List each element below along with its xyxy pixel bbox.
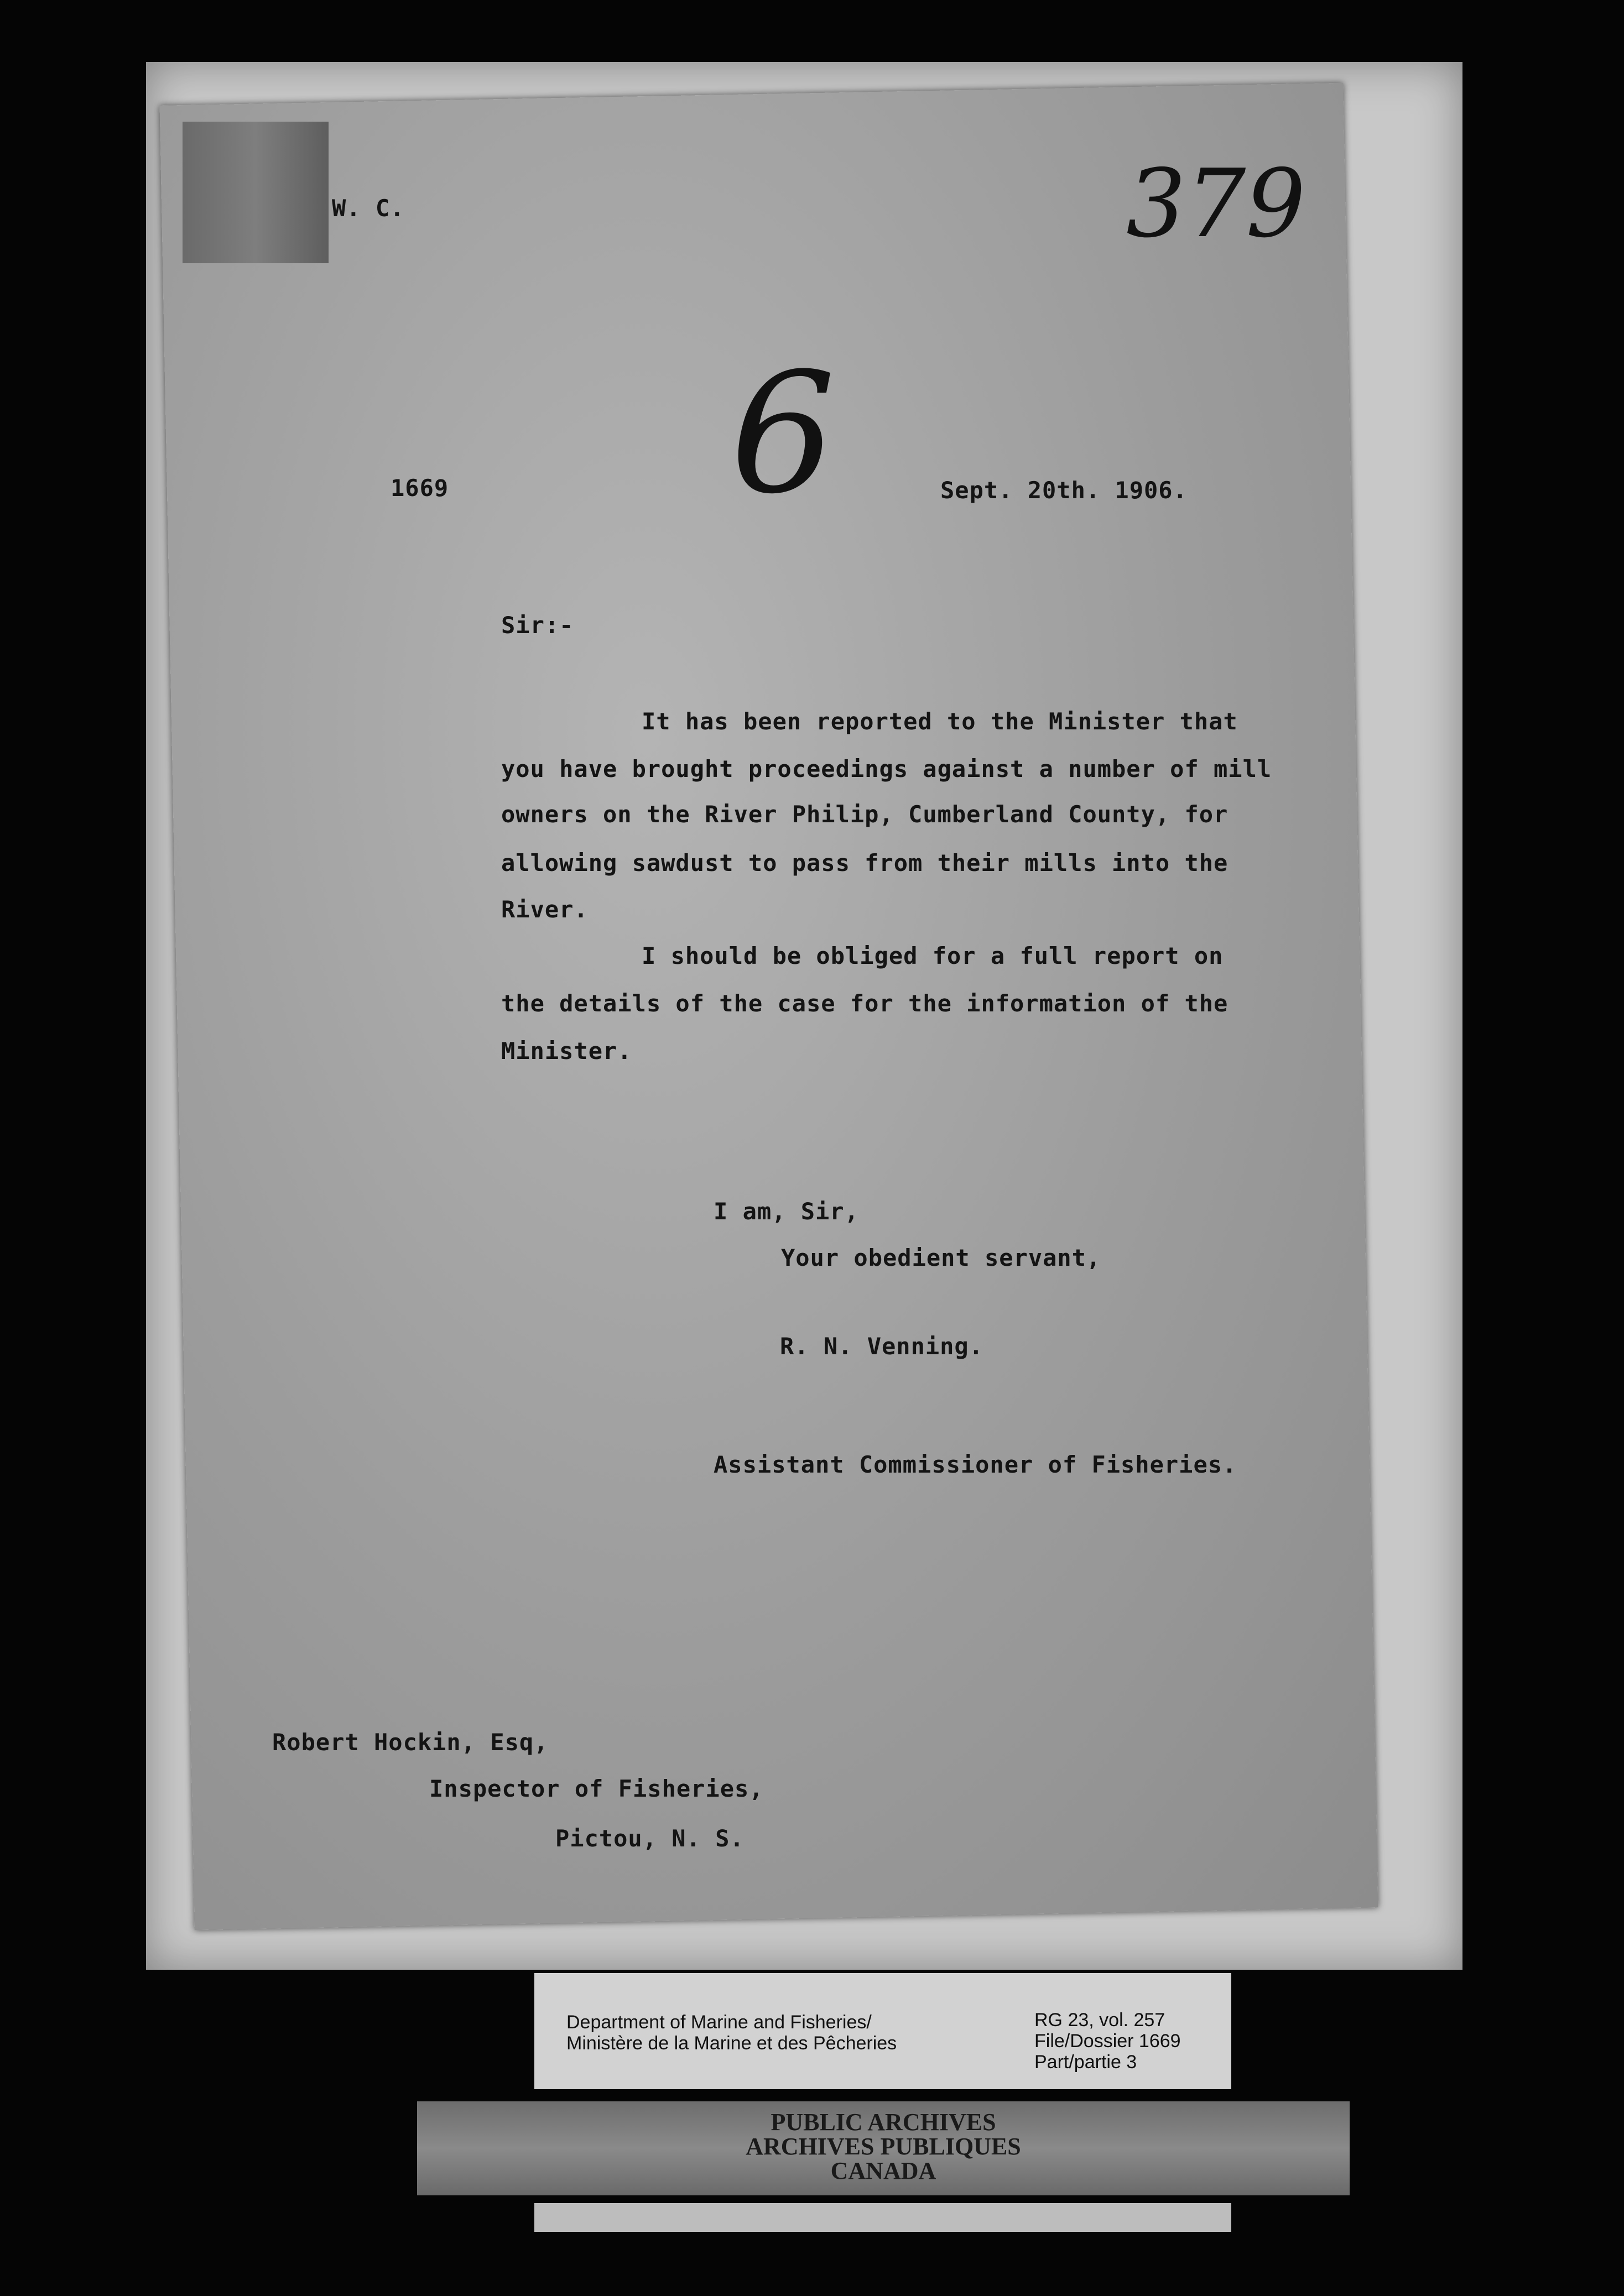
archive-stamp	[417, 2101, 1350, 2195]
salutation: Sir:-	[501, 612, 574, 639]
signer-title: Assistant Commissioner of Fisheries.	[714, 1451, 1237, 1478]
body-line: River.	[501, 896, 589, 923]
body-line: It has been reported to the Minister that	[642, 708, 1238, 735]
signature: R. N. Venning.	[780, 1333, 984, 1360]
letter-date: Sept. 20th. 1906.	[940, 477, 1188, 504]
file-number: 1669	[391, 474, 449, 502]
archive-stamp-line: PUBLIC ARCHIVES	[771, 2109, 996, 2136]
closing-line: Your obedient servant,	[781, 1244, 1101, 1271]
header-code: W. C.	[332, 195, 405, 222]
department-line: Ministère de la Marine et des Pêcheries	[566, 2033, 897, 2054]
corner-stamp	[183, 122, 329, 263]
addressee-line: Pictou, N. S.	[555, 1825, 745, 1852]
body-line: I should be obliged for a full report on	[642, 942, 1224, 969]
reference-line: Part/partie 3	[1034, 2052, 1137, 2073]
addressee-line: Inspector of Fisheries,	[429, 1775, 764, 1802]
body-line: Minister.	[501, 1037, 632, 1064]
addressee-line: Robert Hockin, Esq,	[272, 1729, 549, 1756]
archive-label	[534, 1973, 1231, 2089]
closing-line: I am, Sir,	[714, 1198, 859, 1225]
archive-stamp-line: CANADA	[830, 2157, 936, 2184]
body-line: allowing sawdust to pass from their mills into the	[501, 849, 1229, 876]
body-line: the details of the case for the information of the	[501, 990, 1229, 1017]
bottom-strip	[534, 2203, 1231, 2232]
department-line: Department of Marine and Fisheries/	[566, 2012, 872, 2033]
folio-number: 379	[1126, 149, 1306, 259]
reference-line: RG 23, vol. 257	[1034, 2010, 1165, 2031]
body-line: you have brought proceedings against a number of mill	[501, 755, 1272, 782]
body-line: owners on the River Philip, Cumberland County, for	[501, 801, 1229, 828]
reference-line: File/Dossier 1669	[1034, 2031, 1181, 2052]
margin-mark: 6	[730, 337, 836, 530]
archive-stamp-line: ARCHIVES PUBLIQUES	[746, 2133, 1021, 2160]
